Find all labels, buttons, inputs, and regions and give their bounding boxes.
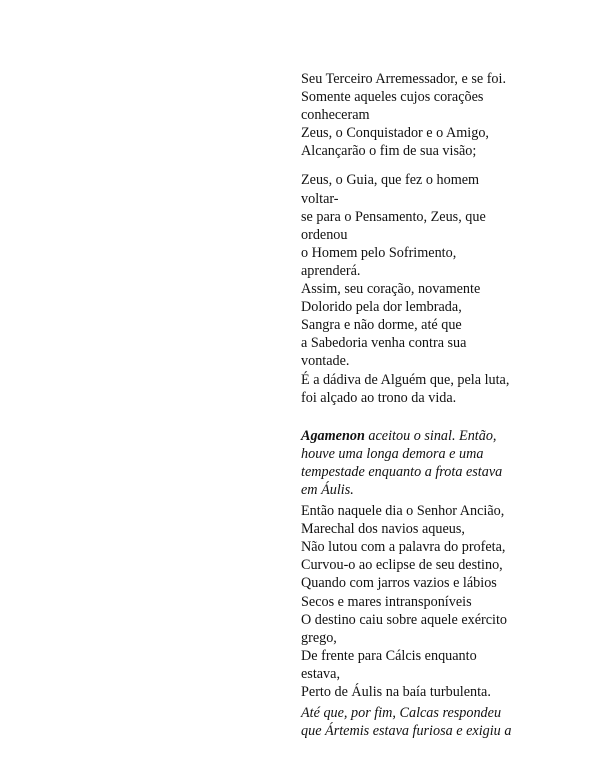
verse-line: Dolorido pela dor lembrada,	[301, 299, 462, 316]
prose-line: que Ártemis estava furiosa e exigiu a	[301, 723, 512, 740]
verse-line: Zeus, o Conquistador e o Amigo,	[301, 125, 489, 142]
verse-line: aprenderá.	[301, 262, 361, 279]
stanza-gap	[301, 407, 541, 427]
verse-line: estava,	[301, 665, 340, 682]
verse-line: foi alçado ao trono da vida.	[301, 389, 457, 406]
verse-line: Não lutou com a palavra do profeta,	[301, 539, 506, 556]
verse-line: Então naquele dia o Senhor Ancião,	[301, 503, 505, 520]
verse-line: o Homem pelo Sofrimento,	[301, 244, 457, 261]
prose-narration-2	[301, 704, 541, 740]
verse-line: Seu Terceiro Arremessador, e se foi.	[301, 71, 507, 87]
prose-line: em Áulis.	[301, 481, 354, 498]
verse-line: Somente aqueles cujos corações	[301, 89, 484, 106]
prose-line: tempestade enquanto a frota estava	[301, 463, 503, 480]
prose-line: Até que, por fim, Calcas respondeu	[301, 705, 502, 722]
verse-line: De frente para Cálcis enquanto	[301, 647, 477, 664]
verse-line: Sangra e não dorme, até que	[301, 317, 462, 334]
prose-text: aceitou o sinal. Então,	[364, 427, 497, 444]
verse-line: O destino caiu sobre aquele exército	[301, 611, 508, 628]
verse-line: Perto de Áulis na baía turbulenta.	[301, 684, 491, 700]
verse-line: Zeus, o Guia, que fez o homem	[301, 172, 480, 189]
verse-line: Curvou-o ao eclipse de seu destino,	[301, 557, 503, 574]
verse-line: grego,	[301, 629, 337, 646]
stanza-3	[301, 502, 541, 701]
prose-narration-1	[301, 427, 541, 499]
verse-line: a Sabedoria venha contra sua	[301, 335, 467, 352]
verse-line: ordenou	[301, 226, 348, 243]
verse-line: vontade.	[301, 353, 350, 370]
stanza-2	[301, 171, 541, 406]
verse-line: voltar-	[301, 190, 339, 207]
verse-line: Marechal dos navios aqueus,	[301, 521, 465, 538]
verse-line: É a dádiva de Alguém que, pela luta,	[301, 371, 510, 388]
verse-line: Quando com jarros vazios e lábios	[301, 575, 497, 592]
poem-column	[301, 70, 541, 740]
character-name: Agamenon	[301, 427, 365, 444]
prose-line	[301, 427, 541, 445]
verse-line: conheceram	[301, 107, 370, 124]
verse-line: Secos e mares intransponíveis	[301, 593, 472, 610]
verse-line: se para o Pensamento, Zeus, que	[301, 208, 486, 225]
prose-line: houve uma longa demora e uma	[301, 445, 484, 462]
stanza-gap	[301, 160, 541, 171]
stanza-1	[301, 70, 541, 160]
verse-line: Alcançarão o fim de sua visão;	[301, 143, 477, 160]
verse-line: Assim, seu coração, novamente	[301, 281, 481, 298]
